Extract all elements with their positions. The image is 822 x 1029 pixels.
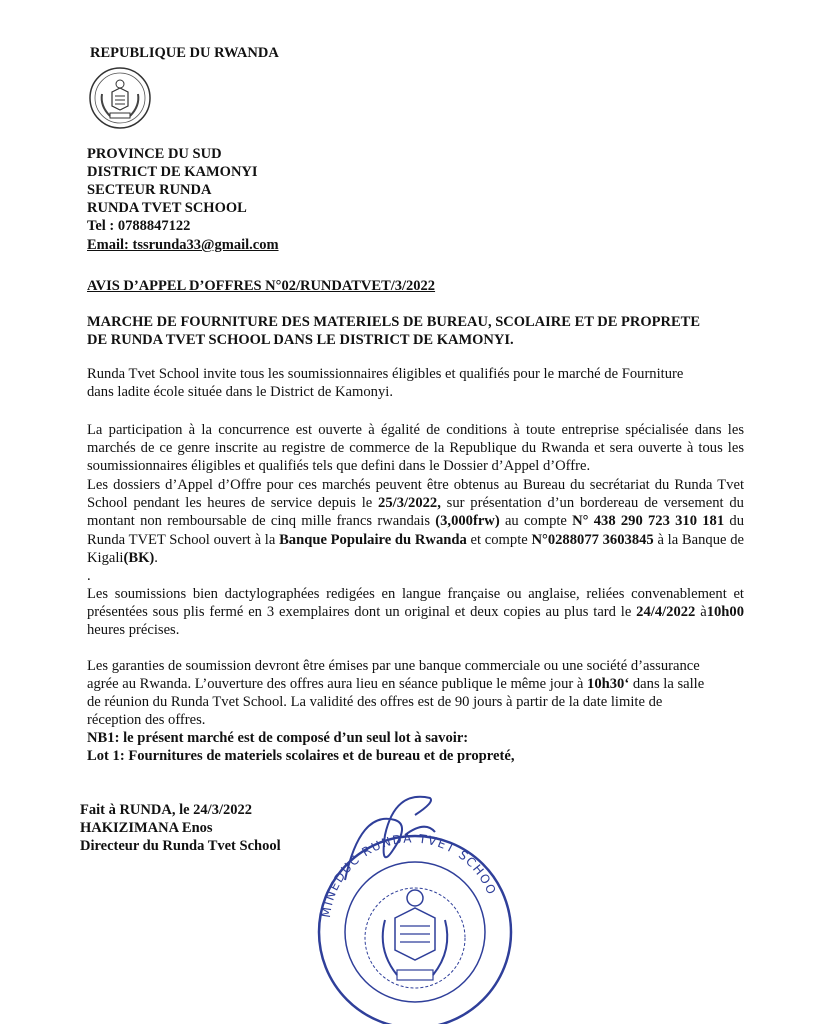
guarantee-line-3: de réunion du Runda Tvet School. La validité des offres est de 90 jours à partir de la date limite de <box>87 694 663 710</box>
paragraph-invitation-line-2: dans ladite école située dans le District de Kamonyi. <box>87 384 393 400</box>
paragraph-submission <box>87 585 744 640</box>
tender-documents-text-g: . <box>154 549 158 566</box>
signatory-name: HAKIZIMANA Enos <box>80 820 213 836</box>
tender-documents-text-a: Les dossiers d’Appel d’Offre pour ces marchés peuvent être obtenus au Bureau du secrétariat du Runda Tvet School pendant les heures de service depuis le <box>87 477 744 512</box>
tender-documents-text-d: du Runda TVET School ouvert à la <box>87 513 744 548</box>
svg-text:MINEDUC RUNDA TVET SCHOOL <box>285 780 499 919</box>
district-line: DISTRICT DE KAMONYI <box>87 164 258 180</box>
tender-fee-amount: (3,000frw) <box>435 513 500 530</box>
bank-abbreviation: (BK) <box>123 549 155 566</box>
guarantee-line-1: Les garanties de soumission devront être émises par une banque commerciale ou une société d’assurance <box>87 658 700 674</box>
guarantee-line-2 <box>87 675 704 693</box>
submission-text-b: à <box>695 604 707 621</box>
tender-documents-text-f: à la Banque de Kigali <box>87 531 744 566</box>
signature-place-date: Fait à RUNDA, le 24/3/2022 <box>80 802 252 818</box>
submission-deadline-time: 10h00 <box>706 604 744 621</box>
tender-documents-text-c: au compte <box>499 513 573 530</box>
submission-text-c: heures précises. <box>87 622 180 639</box>
submission-deadline-date: 24/4/2022 <box>636 604 696 621</box>
sector-line: SECTEUR RUNDA <box>87 182 212 198</box>
lot1-description: Lot 1: Fournitures de materiels scolaires et de bureau et de propreté, <box>87 748 515 764</box>
email-line: Email: tssrunda33@gmail.com <box>87 237 279 253</box>
tender-documents-text-b: sur présentation d’un bordereau de versement du montant non remboursable de cinq mille francs rwandais <box>87 495 744 530</box>
notice-subject-line-2: DE RUNDA TVET SCHOOL DANS LE DISTRICT DE KAMONYI. <box>87 332 514 348</box>
stamp-text: MINEDUC RUNDA TVET SCHOO <box>318 831 500 919</box>
guarantee-line-2b: dans la salle <box>629 676 705 692</box>
opening-time: 10h30‘ <box>587 676 630 692</box>
paragraph-tender-documents <box>87 476 744 567</box>
notice-subject-line-1: MARCHE DE FOURNITURE DES MATERIELS DE BUREAU, SCOLAIRE ET DE PROPRETE <box>87 314 700 330</box>
official-stamp <box>285 780 525 1024</box>
republic-heading: REPUBLIQUE DU RWANDA <box>90 45 279 61</box>
school-line: RUNDA TVET SCHOOL <box>87 200 247 216</box>
paragraph-invitation-line-1: Runda Tvet School invite tous les soumissionnaires éligibles et qualifiés pour le marché de Fourniture <box>87 366 684 382</box>
submission-text-a: Les soumissions bien dactylographées redigées en langue française ou anglaise, reliées convenablement et présentées sous plis fermé en 3 exemplaires dont un original et deux copies au plus tard le <box>87 586 744 621</box>
rwanda-coat-of-arms-emblem <box>88 66 152 130</box>
nb1-note: NB1: le présent marché est de composé d’un seul lot à savoir: <box>87 730 469 746</box>
participation-text: La participation à la concurrence est ouverte à égalité de conditions à toute entreprise spécialisée dans les marchés de ce genre inscrite au registre de commerce de la Republique du Rwanda et sera ouverte à tous les soumissionnaires éligibles et qualifiés tels que defini dans le Dossier d’Appel d’Offre. <box>87 422 744 475</box>
bank-name-1: Banque Populaire du Rwanda <box>279 531 467 548</box>
notice-title: AVIS D’APPEL D’OFFRES N°02/RUNDATVET/3/2022 <box>87 278 436 294</box>
paragraph-participation <box>87 421 744 476</box>
province-line: PROVINCE DU SUD <box>87 146 222 162</box>
bank-account-number-1: N° 438 290 723 310 181 <box>572 513 725 530</box>
tender-documents-text-e: et compte <box>466 531 532 548</box>
tender-start-date: 25/3/2022, <box>378 495 441 512</box>
telephone-line: Tel : 0788847122 <box>87 218 191 234</box>
guarantee-line-2a: agrée au Rwanda. L’ouverture des offres aura lieu en séance publique le même jour à <box>87 676 588 692</box>
separator-dot: . <box>87 568 91 584</box>
signatory-title: Directeur du Runda Tvet School <box>80 838 281 854</box>
guarantee-line-4: réception des offres. <box>87 712 206 728</box>
bank-account-number-2: N°0288077 3603845 <box>531 531 654 548</box>
